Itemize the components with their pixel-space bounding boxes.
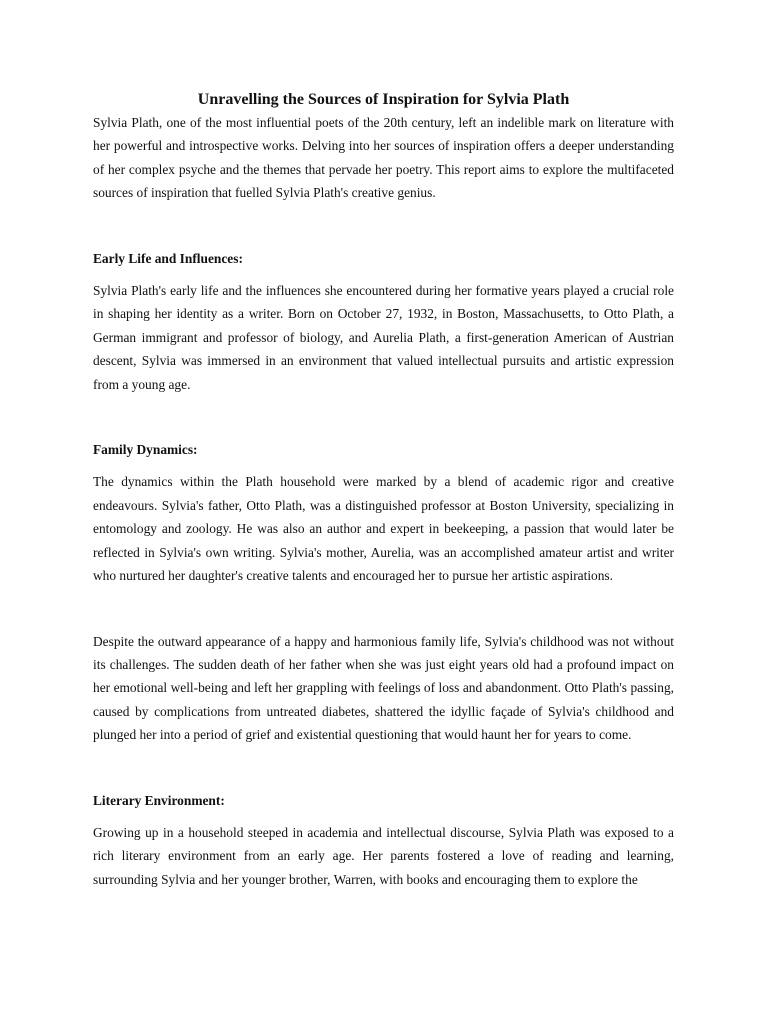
section-paragraph: Despite the outward appearance of a happy and harmonious family life, Sylvia's childhood was not without its challenges. The sudden death of her father when she was just eight years old had a profound impact on her emotional well-being and left her grappling with feelings of loss and abandonment. Otto Plath's passing, caused by complications from untreated diabetes, shattered the idyllic façade of Sylvia's childhood and plunged her into a period of grief and existential questioning that would haunt her for years to come.: [93, 633, 674, 743]
intro-paragraph: Sylvia Plath, one of the most influential poets of the 20th century, left an indelible mark on literature with her powerful and introspective works. Delving into her sources of inspiration offers a deeper understanding of her complex psyche and the themes that pervade her poetry. This report aims to explore the multifaceted sources of inspiration that fuelled Sylvia Plath's creative genius.: [93, 115, 674, 201]
document-title: Unravelling the Sources of Inspiration for Sylvia Plath: [197, 91, 570, 108]
section-paragraph: Growing up in a household steeped in academia and intellectual discourse, Sylvia Plath was exposed to a rich literary environment from an early age. Her parents fostered a love of reading and learning, surrounding Sylvia and her younger brother, Warren, with books and encouraging them to explore the: [93, 824, 674, 887]
section-literary-environment: [93, 789, 674, 892]
document-page: [93, 88, 674, 891]
section-paragraph: Sylvia Plath's early life and the influences she encountered during her formative years played a crucial role in shaping her identity as a writer. Born on October 27, 1932, in Boston, Massachusetts, to Otto Plath, a German immigrant and professor of biology, and Aurelia Plath, a first-generation American of Austrian descent, Sylvia was immersed in an environment that valued intellectual pursuits and artistic expression from a young age.: [93, 283, 674, 392]
section-early-life: [93, 247, 674, 396]
section-heading: Early Life and Influences:: [93, 250, 243, 266]
section-family-dynamics: [93, 438, 674, 746]
section-heading: Literary Environment:: [93, 792, 225, 808]
section-paragraph: The dynamics within the Plath household were marked by a blend of academic rigor and creative endeavours. Sylvia's father, Otto Plath, was a distinguished professor at Boston University, specializing in entomology and zoology. He was also an author and expert in beekeeping, a passion that would later be reflected in Sylvia's own writing. Sylvia's mother, Aurelia, was an accomplished amateur artist and writer who nurtured her daughter's creative talents and encouraged her to pursue her artistic aspirations.: [93, 474, 674, 584]
section-heading: Family Dynamics:: [93, 442, 198, 458]
